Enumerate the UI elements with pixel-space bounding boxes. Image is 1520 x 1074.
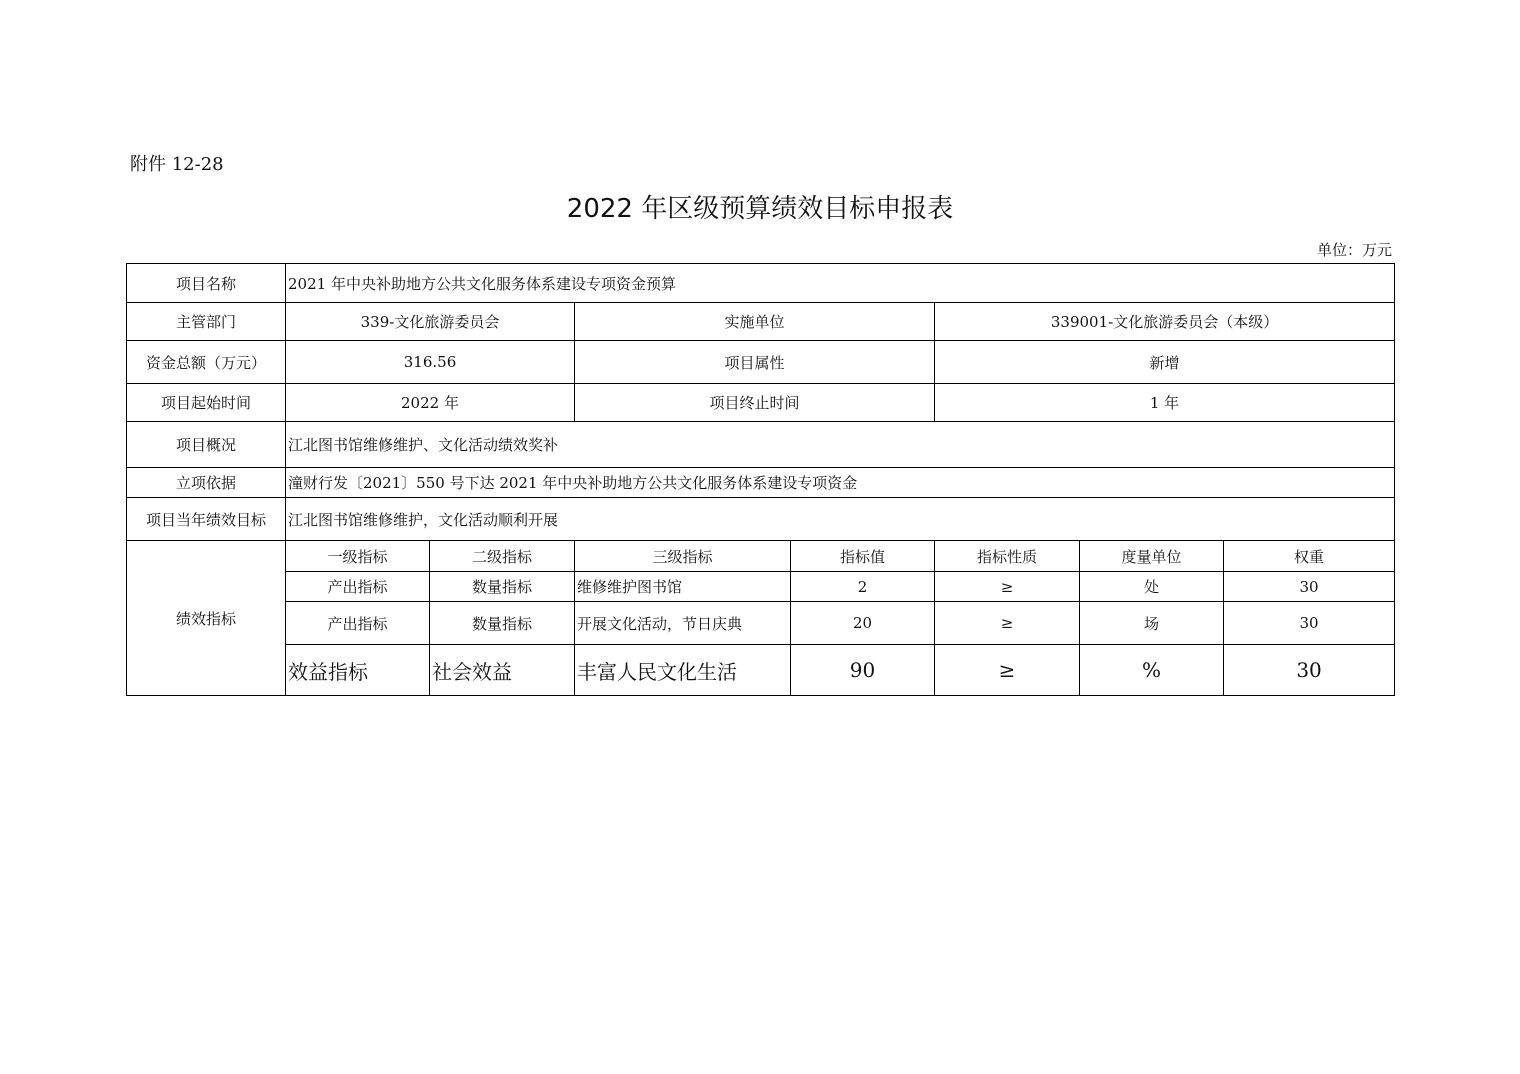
impl-value: 339001-文化旅游委员会（本级） <box>935 303 1395 341</box>
overview-value: 江北图书馆维修维护、文化活动绩效奖补 <box>286 422 1395 468</box>
perf-cell: 数量指标 <box>430 572 575 602</box>
perf-cell: 2 <box>791 572 935 602</box>
perf-cell: 场 <box>1080 602 1224 645</box>
perf-cell: 丰富人民文化生活 <box>575 645 791 696</box>
perf-header-cell: 三级指标 <box>575 541 791 572</box>
start-label: 项目起始时间 <box>127 384 286 422</box>
perf-cell: 效益指标 <box>286 645 430 696</box>
perf-cell: ≥ <box>935 645 1080 696</box>
end-label: 项目终止时间 <box>575 384 935 422</box>
project-name-label: 项目名称 <box>127 264 286 303</box>
basis-label: 立项依据 <box>127 468 286 498</box>
table-row <box>127 602 1395 645</box>
perf-header-cell: 指标性质 <box>935 541 1080 572</box>
perf-cell: 产出指标 <box>286 602 430 645</box>
start-value: 2022 年 <box>286 384 575 422</box>
perf-header-cell: 度量单位 <box>1080 541 1224 572</box>
end-value: 1 年 <box>935 384 1395 422</box>
perf-cell: 90 <box>791 645 935 696</box>
perf-cell: 维修维护图书馆 <box>575 572 791 602</box>
overview-label: 项目概况 <box>127 422 286 468</box>
perf-cell: 数量指标 <box>430 602 575 645</box>
perf-cell: 20 <box>791 602 935 645</box>
goal-value: 江北图书馆维修维护，文化活动顺利开展 <box>286 498 1395 541</box>
impl-label: 实施单位 <box>575 303 935 341</box>
perf-header-cell: 指标值 <box>791 541 935 572</box>
perf-cell: 产出指标 <box>286 572 430 602</box>
perf-cell: ≥ <box>935 572 1080 602</box>
perf-cell: 处 <box>1080 572 1224 602</box>
perf-cell: 30 <box>1224 645 1395 696</box>
dept-label: 主管部门 <box>127 303 286 341</box>
project-name-value: 2021 年中央补助地方公共文化服务体系建设专项资金预算 <box>286 264 1395 303</box>
perf-cell: % <box>1080 645 1224 696</box>
perf-cell: 30 <box>1224 572 1395 602</box>
budget-performance-table <box>126 263 1395 696</box>
perf-cell: ≥ <box>935 602 1080 645</box>
attr-value: 新增 <box>935 341 1395 384</box>
perf-header-cell: 一级指标 <box>286 541 430 572</box>
table-row <box>127 645 1395 696</box>
perf-header-cell: 二级指标 <box>430 541 575 572</box>
perf-cell: 社会效益 <box>430 645 575 696</box>
perf-header-cell: 权重 <box>1224 541 1395 572</box>
unit-label: 单位：万元 <box>1316 241 1392 259</box>
attachment-number: 附件 12-28 <box>130 154 224 175</box>
perf-cell: 30 <box>1224 602 1395 645</box>
perf-label: 绩效指标 <box>127 541 286 696</box>
basis-value: 潼财行发〔2021〕550 号下达 2021 年中央补助地方公共文化服务体系建设专项资金 <box>286 468 1395 498</box>
fund-label: 资金总额（万元） <box>127 341 286 384</box>
table-row <box>127 572 1395 602</box>
page-title: 2022 年区级预算绩效目标申报表 <box>566 194 954 224</box>
goal-label: 项目当年绩效目标 <box>127 498 286 541</box>
fund-value: 316.56 <box>286 341 575 384</box>
attr-label: 项目属性 <box>575 341 935 384</box>
dept-value: 339-文化旅游委员会 <box>286 303 575 341</box>
perf-cell: 开展文化活动，节日庆典 <box>575 602 791 645</box>
